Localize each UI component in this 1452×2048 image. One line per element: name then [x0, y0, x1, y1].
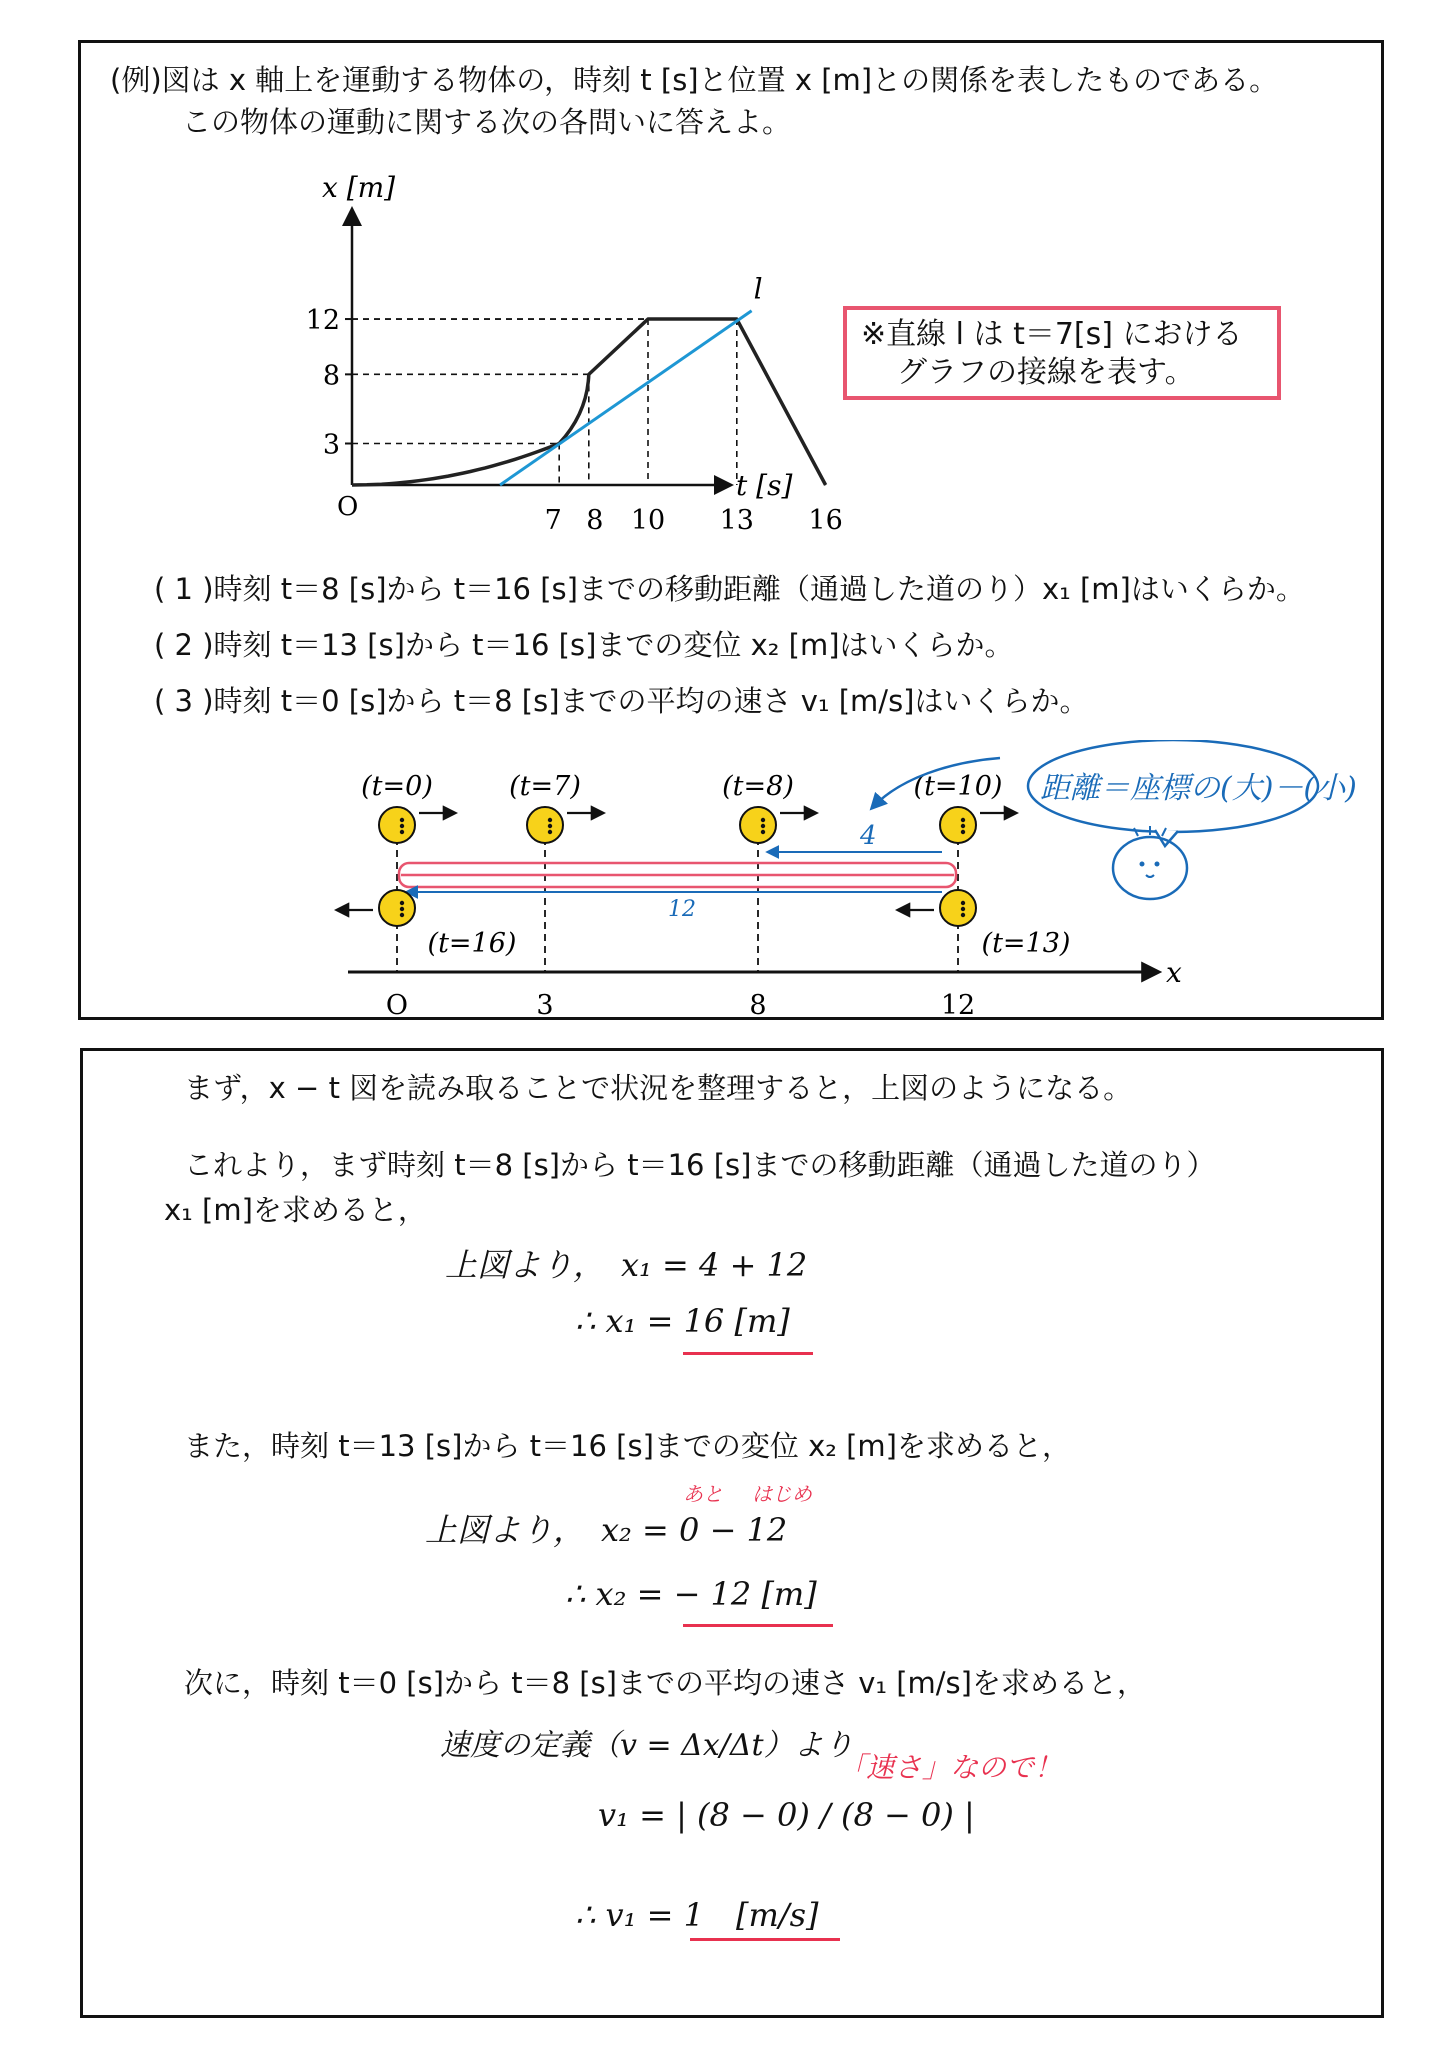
- problem-intro-line2: この物体の運動に関する次の各問いに答えよ。: [182, 105, 792, 139]
- solution-p2-line1: これより，まず時刻 t＝8 [s]から t＝16 [s]までの移動距離（通過した道のり）: [184, 1148, 1216, 1182]
- question-1: ( 1 )時刻 t＝8 [s]から t＝16 [s]までの移動距離（通過した道のり）x₁ [m]はいくらか。: [154, 572, 1305, 606]
- object-ball-eye: [548, 824, 552, 828]
- object-ball-body: [379, 807, 415, 843]
- object-ball: [898, 890, 1070, 959]
- object-ball-eye: [961, 818, 965, 822]
- object-ball-eye: [400, 830, 404, 834]
- tangent-line-label: l: [753, 272, 763, 306]
- object-ball-eye: [400, 913, 404, 917]
- object-ball-body: [940, 890, 976, 926]
- origin-label: O: [337, 492, 359, 522]
- solution-p1: まず，x − t 図を読み取ることで状況を整理すると，上図のようになる。: [184, 1071, 1133, 1105]
- xt-graph: [0, 0, 1452, 560]
- object-ball-eye: [400, 824, 404, 828]
- t-axis-label: t [s]: [736, 469, 793, 502]
- solution-p4: 次に，時刻 t＝0 [s]から t＝8 [s]までの平均の速さ v₁ [m/s]を求めると，: [184, 1666, 1146, 1700]
- v1-answer-underline: [690, 1938, 840, 1941]
- question-3: ( 3 )時刻 t＝0 [s]から t＝8 [s]までの平均の速さ v₁ [m/s]はいくらか。: [154, 684, 1089, 718]
- question-2: ( 2 )時刻 t＝13 [s]から t＝16 [s]までの変位 x₂ [m]はいくらか。: [154, 628, 1014, 662]
- time-label: (t=8): [722, 771, 794, 802]
- y-tick-label: 3: [322, 429, 340, 461]
- handwritten-x1-sum: 上図より， x₁ = 4 + 12: [445, 1246, 808, 1284]
- bubble-text: 距離＝座標の(大)－(小): [1040, 771, 1357, 806]
- handwritten-v1-formula: v₁ = | (8 − 0) / (8 − 0) |: [598, 1796, 975, 1834]
- time-label: (t=13): [981, 928, 1071, 959]
- handwritten-v1-answer: ∴ v₁ = 1 [m/s]: [575, 1896, 819, 1934]
- y-axis-label: x [m]: [322, 171, 396, 204]
- object-ball-eye: [761, 830, 765, 834]
- x2-answer-underline: [683, 1624, 833, 1627]
- tangent-line-l: [500, 311, 752, 485]
- tangent-note-line2: グラフの接線を表す。: [897, 355, 1195, 390]
- position-axis-label: x: [1166, 956, 1182, 989]
- tangent-note-line1: ※直線 l は t＝7[s] における: [861, 317, 1243, 352]
- object-ball-eye: [761, 818, 765, 822]
- object-ball-eye: [961, 901, 965, 905]
- motion-diagram: [0, 740, 1452, 1020]
- tangent-note-box: [843, 306, 1281, 400]
- solution-p2-line2: x₁ [m]を求めると，: [164, 1193, 427, 1227]
- object-ball-body: [527, 807, 563, 843]
- object-ball-eye: [961, 913, 965, 917]
- position-tick-label: 3: [536, 990, 554, 1020]
- object-ball-eye: [400, 907, 404, 911]
- object-ball-body: [940, 807, 976, 843]
- annotation-before: はじめ: [752, 1482, 812, 1506]
- time-label: (t=10): [913, 771, 1003, 802]
- t-tick-label: 8: [586, 505, 604, 536]
- handwritten-x2-answer: ∴ x₂ = − 12 [m]: [565, 1575, 817, 1613]
- t-tick-label: 13: [719, 505, 754, 536]
- object-ball: [509, 771, 603, 843]
- object-ball-eye: [961, 830, 965, 834]
- handwritten-velocity-definition: 速度の定義（v = Δx/Δt）より: [440, 1728, 854, 1763]
- object-ball: [361, 771, 455, 843]
- t-tick-label: 10: [630, 505, 666, 536]
- object-ball-eye: [400, 901, 404, 905]
- object-ball-body: [740, 807, 776, 843]
- annotation-speed-note: 「速さ」なので！: [838, 1751, 1063, 1784]
- object-ball-eye: [400, 818, 404, 822]
- object-ball-eye: [548, 818, 552, 822]
- object-ball: [914, 771, 1016, 843]
- position-tick-label: 12: [940, 990, 976, 1020]
- object-ball: [722, 771, 816, 843]
- handwritten-x2-diff: 上図より， x₂ = 0 − 12: [425, 1511, 788, 1549]
- t-tick-label: 7: [544, 505, 562, 536]
- object-ball: [337, 890, 516, 959]
- problem-intro-line1: (例)図は x 軸上を運動する物体の，時刻 t [s]と位置 x [m]との関係を表したものである。: [110, 63, 1279, 97]
- face-doodle: [1113, 837, 1187, 899]
- y-tick-label: 12: [305, 305, 340, 337]
- t-tick-label: 16: [808, 505, 843, 536]
- position-tick-label: O: [385, 990, 409, 1020]
- time-label: (t=0): [361, 771, 433, 802]
- solution-p3: また，時刻 t＝13 [s]から t＝16 [s]までの変位 x₂ [m]を求めると，: [184, 1429, 1071, 1463]
- object-ball-eye: [961, 907, 965, 911]
- y-tick-label: 8: [322, 360, 340, 392]
- x1-answer-underline: [683, 1352, 813, 1355]
- annotation-after: あと: [683, 1482, 723, 1506]
- position-tick-label: 8: [749, 990, 767, 1020]
- object-ball-eye: [961, 824, 965, 828]
- object-ball-eye: [761, 824, 765, 828]
- time-label: (t=7): [509, 771, 581, 802]
- object-ball-body: [379, 890, 415, 926]
- distance-label-4: 4: [860, 821, 877, 851]
- time-label: (t=16): [427, 928, 517, 959]
- object-ball-eye: [548, 830, 552, 834]
- handwritten-x1-answer: ∴ x₁ = 16 [m]: [575, 1302, 790, 1340]
- distance-label-12: 12: [668, 897, 696, 922]
